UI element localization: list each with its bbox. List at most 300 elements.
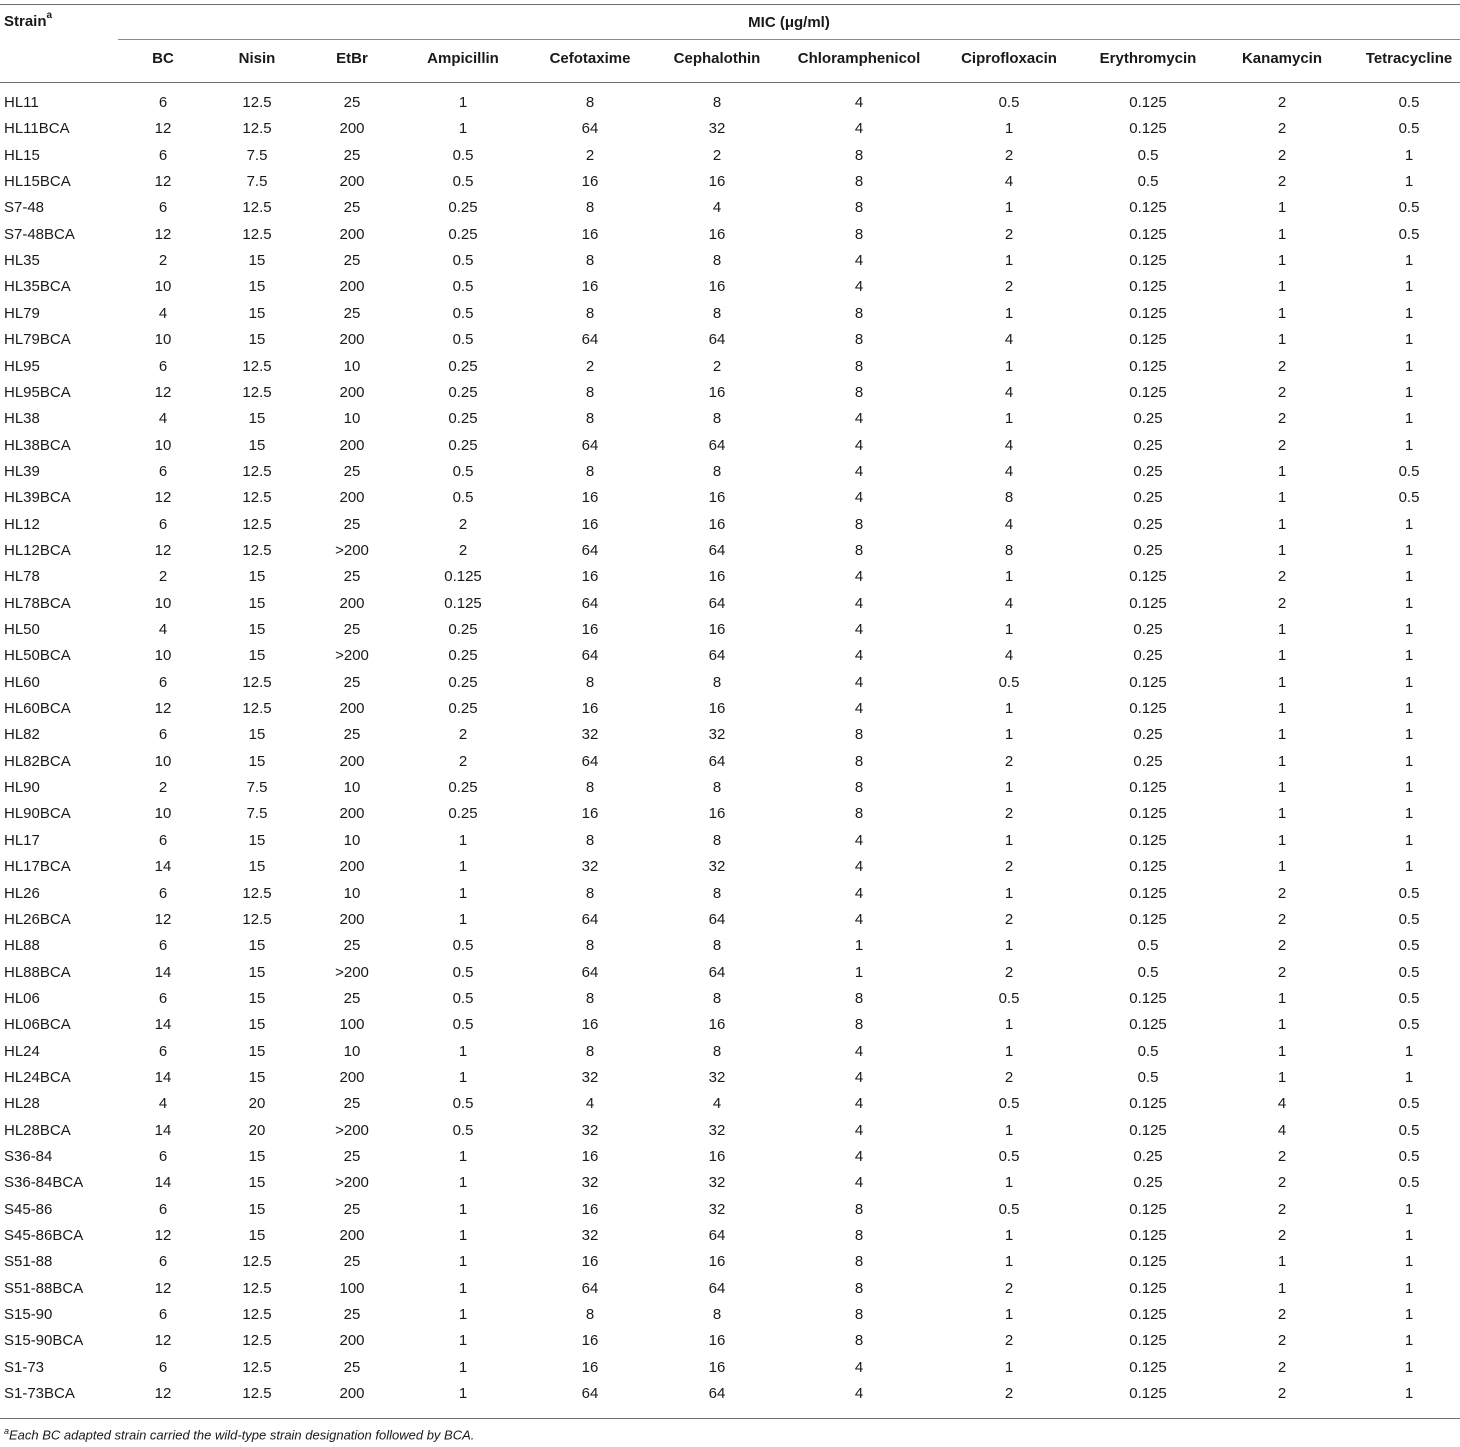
mic-value-cell: 0.125 — [1129, 1306, 1167, 1324]
strain-cell: HL11BCA — [4, 120, 70, 138]
mic-value-cell: 0.125 — [1129, 831, 1167, 849]
mic-value-cell: 0.5 — [1137, 173, 1159, 191]
table-row — [0, 274, 1460, 300]
strain-cell: HL88 — [4, 937, 40, 955]
mic-value-cell: 16 — [581, 1200, 599, 1218]
mic-value-cell: 0.25 — [1133, 462, 1163, 480]
mic-value-cell: 0.125 — [444, 568, 482, 586]
mic-value-cell: 0.5 — [452, 963, 474, 981]
mic-value-cell: 0.25 — [1133, 410, 1163, 428]
mic-value-cell: 1 — [1277, 831, 1287, 849]
mic-value-cell: 7.5 — [246, 146, 268, 164]
mic-value-cell: 8 — [854, 173, 864, 191]
mic-value-cell: 1 — [458, 1148, 468, 1165]
mic-value-cell: 15 — [248, 436, 266, 454]
mic-value-cell: 0.5 — [1398, 120, 1420, 138]
mic-value-cell: 16 — [581, 1016, 599, 1034]
mic-value-cell: 2 — [1004, 1385, 1014, 1403]
strain-header-label: Strain — [4, 13, 47, 30]
mic-value-cell: 0.125 — [1129, 1227, 1167, 1245]
mic-value-cell: 2 — [1277, 1385, 1287, 1403]
mic-value-cell: 0.125 — [1129, 779, 1167, 797]
mic-value-cell: 1 — [1004, 726, 1014, 744]
mic-value-cell: 15 — [248, 568, 266, 586]
mic-value-cell: 1 — [1004, 199, 1014, 217]
mic-value-cell: 8 — [854, 331, 864, 349]
table-row — [0, 301, 1460, 327]
mic-value-cell: 64 — [708, 331, 726, 349]
mic-value-cell: 32 — [581, 1174, 599, 1192]
mic-value-cell: >200 — [335, 963, 369, 981]
mic-value-cell: 14 — [154, 1068, 172, 1086]
mic-value-cell: 16 — [708, 1332, 726, 1350]
mic-value-cell: 1 — [1277, 1068, 1287, 1086]
mic-value-cell: 10 — [154, 647, 172, 665]
mic-value-cell: 15 — [248, 594, 266, 612]
mic-value-cell: 0.125 — [1129, 383, 1167, 401]
mic-value-cell: 2 — [1277, 1306, 1287, 1324]
mic-value-cell: 200 — [339, 700, 365, 718]
mic-value-cell: 1 — [1404, 357, 1414, 375]
column-header: Cefotaxime — [549, 50, 631, 67]
mic-value-cell: 0.125 — [1129, 673, 1167, 691]
mic-value-cell: 32 — [581, 726, 599, 744]
mic-value-cell: 12 — [154, 1279, 172, 1297]
mic-value-cell: 16 — [581, 1332, 599, 1350]
mic-value-cell: 12.5 — [242, 910, 272, 928]
table-row — [0, 327, 1460, 353]
table-row — [0, 195, 1460, 221]
mic-value-cell: 2 — [1277, 1148, 1287, 1165]
mic-value-cell: 200 — [339, 910, 365, 928]
mic-value-cell: 4 — [712, 199, 722, 217]
mic-value-cell: 16 — [581, 700, 599, 718]
mic-value-cell: 0.5 — [998, 1095, 1020, 1113]
column-header: Tetracycline — [1365, 50, 1453, 67]
mic-value-cell: 4 — [1004, 331, 1014, 349]
mic-value-cell: 2 — [1004, 858, 1014, 876]
mic-value-cell: 15 — [248, 858, 266, 876]
mic-value-cell: 8 — [585, 304, 595, 322]
column-header: Ampicillin — [427, 50, 499, 67]
strain-cell: HL15BCA — [4, 173, 71, 191]
mic-value-cell: >200 — [335, 541, 369, 559]
mic-value-cell: 2 — [158, 568, 168, 586]
mic-value-cell: 1 — [1277, 1016, 1287, 1034]
mic-value-cell: 1 — [1404, 173, 1414, 191]
column-header: Kanamycin — [1241, 50, 1323, 67]
table-row — [0, 116, 1460, 142]
strain-cell: HL39BCA — [4, 489, 71, 507]
mic-value-cell: 0.5 — [452, 1016, 474, 1034]
mic-value-cell: 4 — [585, 1095, 595, 1113]
mic-value-cell: 8 — [585, 383, 595, 401]
mic-value-cell: 0.125 — [1129, 700, 1167, 718]
mic-value-cell: 1 — [1277, 858, 1287, 876]
mic-value-cell: 8 — [712, 989, 722, 1007]
mic-value-cell: 1 — [1404, 1358, 1414, 1376]
mic-value-cell: 1 — [1404, 278, 1414, 296]
strain-cell: S15-90BCA — [4, 1332, 84, 1350]
mic-value-cell: 0.5 — [452, 278, 474, 296]
mic-value-cell: 1 — [1277, 515, 1287, 533]
strain-cell: HL95BCA — [4, 383, 71, 401]
mic-value-cell: 0.25 — [448, 436, 478, 454]
mic-value-cell: 2 — [1277, 1227, 1287, 1245]
mic-value-cell: 1 — [458, 1174, 468, 1192]
table-row — [0, 1223, 1460, 1249]
mic-value-cell: 64 — [708, 1227, 726, 1245]
mic-value-cell: 8 — [854, 726, 864, 744]
mic-value-cell: 10 — [343, 410, 361, 428]
mic-value-cell: 0.5 — [1398, 910, 1420, 928]
mic-value-cell: 2 — [158, 779, 168, 797]
mic-value-cell: 1 — [1004, 1121, 1014, 1139]
mic-value-cell: 1 — [1404, 1385, 1414, 1403]
mic-value-cell: 1 — [1004, 252, 1014, 270]
column-header: BC — [152, 50, 174, 67]
mic-value-cell: 4 — [854, 673, 864, 691]
strain-cell: HL12BCA — [4, 541, 71, 559]
mic-value-cell: 1 — [1404, 1306, 1414, 1324]
mic-value-cell: 25 — [343, 1358, 361, 1376]
mic-value-cell: 1 — [458, 1358, 468, 1376]
mic-value-cell: 4 — [712, 1095, 722, 1113]
mic-value-cell: 4 — [1004, 515, 1014, 533]
mic-value-cell: 1 — [1404, 304, 1414, 322]
mic-value-cell: 64 — [581, 1385, 599, 1403]
mic-value-cell: 0.5 — [1398, 1148, 1420, 1165]
mic-value-cell: 8 — [854, 1227, 864, 1245]
mic-value-cell: 25 — [343, 937, 361, 955]
mic-value-cell: 1 — [1004, 410, 1014, 428]
mic-value-cell: 12 — [154, 489, 172, 507]
strain-column-header — [4, 12, 52, 30]
mic-value-cell: 7.5 — [246, 173, 268, 191]
mic-value-cell: 0.5 — [1137, 937, 1159, 955]
mic-value-cell: 2 — [1277, 383, 1287, 401]
mic-value-cell: 10 — [343, 357, 361, 375]
mic-value-cell: 8 — [854, 1332, 864, 1350]
table-row — [0, 617, 1460, 643]
column-header: Chloramphenicol — [797, 50, 921, 67]
mic-value-cell: 10 — [154, 331, 172, 349]
mic-value-cell: 4 — [854, 621, 864, 638]
mic-value-cell: 6 — [158, 515, 168, 533]
mic-value-cell: 0.5 — [1398, 884, 1420, 902]
mic-value-cell: 200 — [339, 752, 365, 770]
mic-value-cell: 25 — [343, 1095, 361, 1113]
mic-value-cell: 15 — [248, 752, 266, 770]
strain-cell: HL15 — [4, 146, 40, 164]
mic-value-cell: 8 — [854, 357, 864, 375]
mic-value-cell: 15 — [248, 410, 266, 428]
table-row — [0, 775, 1460, 801]
mic-value-cell: 200 — [339, 489, 365, 507]
mic-group-underline — [118, 39, 1460, 40]
strain-cell: HL79BCA — [4, 331, 71, 349]
table-row — [0, 1302, 1460, 1328]
mic-value-cell: 6 — [158, 831, 168, 849]
mic-value-cell: 1 — [1404, 1253, 1414, 1271]
mic-value-cell: 4 — [854, 884, 864, 902]
mic-value-cell: 12.5 — [242, 1332, 272, 1350]
mic-value-cell: 1 — [1277, 779, 1287, 797]
mic-value-cell: 64 — [708, 752, 726, 770]
table-row — [0, 485, 1460, 511]
table-row — [0, 1276, 1460, 1302]
mic-value-cell: 0.5 — [1137, 1068, 1159, 1086]
mic-value-cell: 0.125 — [1129, 1385, 1167, 1403]
mic-value-cell: 0.25 — [1133, 515, 1163, 533]
mic-value-cell: 2 — [1277, 436, 1287, 454]
table-row — [0, 1144, 1460, 1170]
mic-value-cell: 0.125 — [1129, 1358, 1167, 1376]
mic-value-cell: 1 — [1277, 1253, 1287, 1271]
mic-value-cell: 0.25 — [448, 621, 478, 638]
table-bottom-rule — [0, 1418, 1460, 1419]
mic-value-cell: 32 — [708, 1200, 726, 1218]
table-row — [0, 1197, 1460, 1223]
mic-value-cell: 4 — [854, 858, 864, 876]
mic-value-cell: 0.5 — [1398, 1016, 1420, 1034]
mic-value-cell: 4 — [854, 1148, 864, 1165]
mic-value-cell: 25 — [343, 621, 361, 638]
mic-value-cell: 10 — [154, 752, 172, 770]
mic-value-cell: 64 — [581, 331, 599, 349]
mic-value-cell: 15 — [248, 831, 266, 849]
mic-value-cell: 8 — [585, 673, 595, 691]
mic-value-cell: 8 — [854, 1016, 864, 1034]
strain-cell: HL28 — [4, 1095, 40, 1113]
mic-value-cell: 0.125 — [1129, 252, 1167, 270]
mic-value-cell: 2 — [1004, 146, 1014, 164]
mic-value-cell: 25 — [343, 989, 361, 1007]
mic-value-cell: 8 — [854, 779, 864, 797]
strain-cell: HL60BCA — [4, 700, 71, 718]
mic-value-cell: 8 — [712, 884, 722, 902]
mic-value-cell: 200 — [339, 858, 365, 876]
mic-value-cell: 12.5 — [242, 489, 272, 507]
mic-value-cell: 1 — [1004, 700, 1014, 718]
strain-header-footnote-marker: a — [46, 10, 53, 21]
strain-cell: HL24 — [4, 1042, 40, 1060]
mic-value-cell: 1 — [1277, 805, 1287, 823]
mic-value-cell: 0.125 — [1129, 331, 1167, 349]
mic-value-cell: 6 — [158, 94, 168, 111]
mic-value-cell: 0.5 — [452, 937, 474, 955]
mic-value-cell: 25 — [343, 1253, 361, 1271]
table-row — [0, 380, 1460, 406]
mic-value-cell: 6 — [158, 357, 168, 375]
mic-value-cell: 1 — [1404, 805, 1414, 823]
mic-value-cell: 0.125 — [1129, 120, 1167, 138]
mic-value-cell: 0.125 — [1129, 910, 1167, 928]
mic-value-cell: 1 — [458, 94, 468, 111]
mic-value-cell: 200 — [339, 383, 365, 401]
mic-value-cell: 0.125 — [1129, 805, 1167, 823]
table-row — [0, 801, 1460, 827]
mic-value-cell: 0.5 — [998, 1148, 1020, 1165]
mic-value-cell: 0.125 — [1129, 989, 1167, 1007]
mic-value-cell: 16 — [581, 805, 599, 823]
mic-value-cell: 1 — [1404, 1227, 1414, 1245]
mic-value-cell: 16 — [581, 1148, 599, 1165]
mic-value-cell: 200 — [339, 1385, 365, 1403]
mic-value-cell: 8 — [1004, 489, 1014, 507]
mic-value-cell: 6 — [158, 1358, 168, 1376]
mic-value-cell: 8 — [854, 1253, 864, 1271]
mic-value-cell: 64 — [708, 647, 726, 665]
mic-value-cell: 10 — [343, 1042, 361, 1060]
mic-value-cell: 8 — [585, 831, 595, 849]
mic-value-cell: 1 — [1277, 331, 1287, 349]
mic-value-cell: 4 — [854, 252, 864, 270]
mic-value-cell: 6 — [158, 1306, 168, 1324]
mic-value-cell: 12.5 — [242, 225, 272, 243]
strain-cell: HL06BCA — [4, 1016, 71, 1034]
mic-value-cell: 2 — [1004, 225, 1014, 243]
mic-value-cell: 2 — [1277, 146, 1287, 164]
mic-value-cell: 15 — [248, 278, 266, 296]
mic-value-cell: 15 — [248, 989, 266, 1007]
mic-value-cell: 1 — [1277, 647, 1287, 665]
mic-value-cell: 1 — [1277, 726, 1287, 744]
table-row — [0, 881, 1460, 907]
mic-value-cell: 8 — [585, 252, 595, 270]
mic-value-cell: 10 — [154, 278, 172, 296]
mic-value-cell: 64 — [581, 1279, 599, 1297]
table-row — [0, 960, 1460, 986]
mic-value-cell: 15 — [248, 1227, 266, 1245]
mic-value-cell: 10 — [154, 594, 172, 612]
mic-value-cell: 0.25 — [1133, 752, 1163, 770]
mic-value-cell: 2 — [1004, 963, 1014, 981]
mic-value-cell: 1 — [1404, 726, 1414, 744]
mic-value-cell: 8 — [712, 252, 722, 270]
mic-value-cell: 10 — [343, 884, 361, 902]
mic-value-cell: 4 — [854, 831, 864, 849]
strain-cell: S51-88 — [4, 1253, 53, 1271]
mic-value-cell: 1 — [1277, 1279, 1287, 1297]
mic-value-cell: 64 — [581, 120, 599, 138]
mic-value-cell: 4 — [854, 1385, 864, 1403]
table-row — [0, 696, 1460, 722]
mic-value-cell: 25 — [343, 726, 361, 744]
mic-value-cell: 200 — [339, 331, 365, 349]
mic-value-cell: 12 — [154, 910, 172, 928]
mic-value-cell: 8 — [854, 1200, 864, 1218]
mic-value-cell: 2 — [712, 357, 722, 375]
mic-value-cell: 8 — [585, 199, 595, 217]
mic-value-cell: >200 — [335, 1174, 369, 1192]
strain-cell: HL26BCA — [4, 910, 71, 928]
strain-cell: HL28BCA — [4, 1121, 71, 1139]
mic-value-cell: 8 — [854, 199, 864, 217]
mic-value-cell: 0.5 — [998, 94, 1020, 111]
mic-value-cell: 2 — [458, 726, 468, 744]
table-top-rule — [0, 4, 1460, 5]
mic-value-cell: 4 — [158, 410, 168, 428]
mic-value-cell: 2 — [1277, 568, 1287, 586]
mic-value-cell: 4 — [1277, 1095, 1287, 1113]
mic-value-cell: 16 — [708, 805, 726, 823]
mic-value-cell: 2 — [1277, 120, 1287, 138]
strain-cell: HL39 — [4, 462, 40, 480]
strain-cell: HL90BCA — [4, 805, 71, 823]
mic-value-cell: 1 — [1277, 462, 1287, 480]
mic-value-cell: 8 — [585, 1306, 595, 1324]
mic-value-cell: 4 — [854, 489, 864, 507]
mic-value-cell: 4 — [854, 910, 864, 928]
mic-value-cell: 64 — [708, 541, 726, 559]
mic-value-cell: 12 — [154, 120, 172, 138]
mic-value-cell: 16 — [708, 621, 726, 638]
mic-value-cell: 6 — [158, 937, 168, 955]
mic-value-cell: >200 — [335, 1121, 369, 1139]
mic-value-cell: 8 — [854, 304, 864, 322]
mic-value-cell: 12 — [154, 1227, 172, 1245]
mic-value-cell: 1 — [458, 1253, 468, 1271]
mic-value-cell: 4 — [158, 621, 168, 638]
table-row — [0, 854, 1460, 880]
mic-value-cell: 15 — [248, 963, 266, 981]
mic-value-cell: 64 — [708, 436, 726, 454]
mic-value-cell: 6 — [158, 989, 168, 1007]
mic-value-cell: 200 — [339, 436, 365, 454]
mic-value-cell: 25 — [343, 1306, 361, 1324]
mic-value-cell: 1 — [1004, 1174, 1014, 1192]
mic-value-cell: 32 — [581, 1227, 599, 1245]
mic-value-cell: 8 — [585, 1042, 595, 1060]
mic-value-cell: 0.125 — [1129, 884, 1167, 902]
mic-value-cell: 0.25 — [448, 700, 478, 718]
mic-value-cell: 15 — [248, 1200, 266, 1218]
mic-value-cell: 2 — [1277, 1200, 1287, 1218]
table-row — [0, 1091, 1460, 1117]
table-footnote — [4, 1426, 474, 1442]
mic-value-cell: 12.5 — [242, 357, 272, 375]
mic-value-cell: 8 — [712, 831, 722, 849]
mic-value-cell: 1 — [1004, 304, 1014, 322]
mic-value-cell: 4 — [854, 1358, 864, 1376]
mic-value-cell: 0.25 — [1133, 621, 1163, 638]
mic-value-cell: 6 — [158, 673, 168, 691]
mic-value-cell: 25 — [343, 146, 361, 164]
strain-cell: HL17 — [4, 831, 40, 849]
mic-value-cell: 14 — [154, 1121, 172, 1139]
mic-value-cell: 1 — [458, 831, 468, 849]
mic-value-cell: 4 — [854, 410, 864, 428]
strain-cell: S7-48BCA — [4, 225, 75, 243]
mic-value-cell: 0.5 — [998, 673, 1020, 691]
table-row — [0, 670, 1460, 696]
mic-value-cell: 14 — [154, 1174, 172, 1192]
mic-value-cell: 12.5 — [242, 1358, 272, 1376]
mic-value-cell: 2 — [1277, 173, 1287, 191]
mic-value-cell: 2 — [458, 515, 468, 533]
mic-value-cell: 2 — [1277, 884, 1287, 902]
mic-value-cell: 1 — [1404, 541, 1414, 559]
mic-value-cell: 200 — [339, 173, 365, 191]
mic-value-cell: 25 — [343, 515, 361, 533]
mic-value-cell: 16 — [708, 383, 726, 401]
mic-value-cell: 1 — [1404, 1200, 1414, 1218]
mic-value-cell: 12.5 — [242, 1306, 272, 1324]
table-row — [0, 1381, 1460, 1407]
strain-cell: HL11 — [4, 94, 39, 111]
mic-value-cell: 200 — [339, 278, 365, 296]
